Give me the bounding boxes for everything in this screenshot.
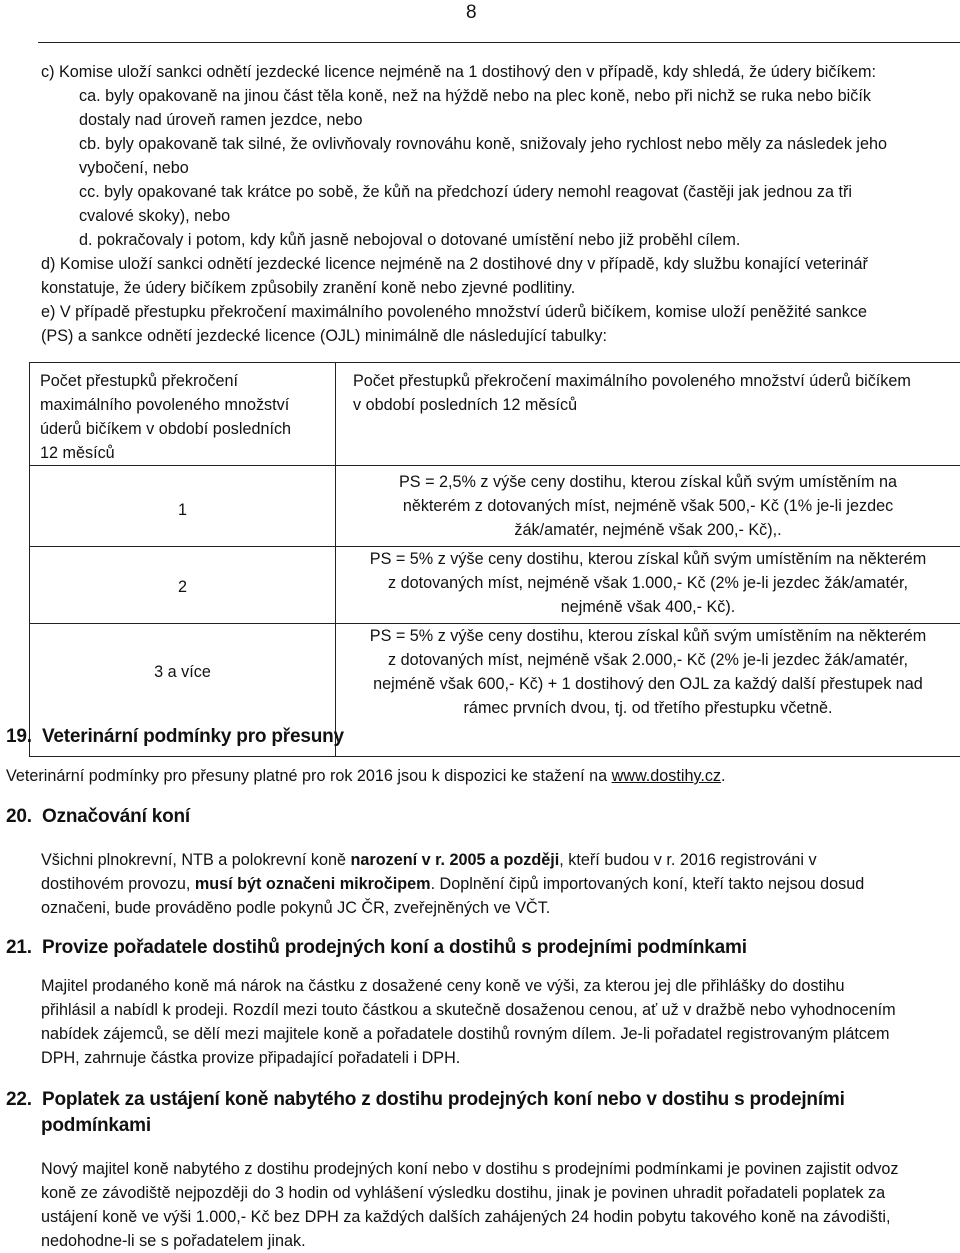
page-number: 8 — [466, 2, 477, 23]
table-header-row — [30, 363, 960, 466]
section-21-line2: přihlásil a nabídl k prodeji. Rozdíl mezi touto částkou a skutečně dosaženou cenou, ať už v dražbě nebo vyhodnocením — [41, 1001, 896, 1019]
section-20-line1: Všichni plnokrevní, NTB a polokrevní koně narození v r. 2005 a později, kteří budou v r. 2016 registrováni v — [41, 851, 817, 869]
section-21-title: Provize pořadatele dostihů prodejných koní a dostihů s prodejními podmínkami — [42, 937, 747, 958]
section-22-line3: ustájení koně ve výši 1.000,- Kč bez DPH za každých dalších zahájených 24 hodin pobytu takového koně na závodišti, — [41, 1208, 891, 1226]
table-count-cell: 3 a více — [30, 624, 336, 757]
section-20-heading — [6, 804, 190, 830]
section-e-line2: (PS) a sankce odnětí jezdecké licence (OJL) minimálně dle následující tabulky: — [41, 327, 607, 345]
section-c-intro: c) Komise uloží sankci odnětí jezdecké licence nejméně na 1 dostihový den v případě, kdy shledá, že údery bičíkem: — [41, 63, 877, 81]
table-penalty-cell: PS = 5% z výše ceny dostihu, kterou získal kůň svým umístěním na některém z dotovaných míst, nejméně však 2.000,- Kč (2% je-li jezdec žák/amatér, nejméně však 600,- Kč) + 1 dostihový den OJL za každý další přestupek nad rámec prvních dvou, tj. od třetího přestupku včetně. — [336, 624, 960, 757]
section-c-item-ca-line2: dostaly nad úroveň ramen jezdce, nebo — [79, 111, 363, 129]
section-c-item-d: d. pokračovaly i potom, kdy kůň jasně nebojoval o dotované umístění nebo již proběhl cílem. — [79, 231, 741, 249]
table-penalty-cell: PS = 2,5% z výše ceny dostihu, kterou získal kůň svým umístěním na některém z dotovaných míst, nejméně však 500,- Kč (1% je-li jezdec žák/amatér, nejméně však 200,- Kč),. — [336, 466, 960, 547]
section-d-line1: d) Komise uloží sankci odnětí jezdecké licence nejméně na 2 dostihové dny v případě, kdy službu konající veterinář — [41, 255, 868, 273]
section-19-number: 19. — [6, 726, 32, 747]
section-19-heading — [6, 724, 344, 750]
section-c-item-cb-line2: vybočení, nebo — [79, 159, 189, 177]
section-c-item-cb-line1: cb. byly opakovaně tak silné, že ovlivňovaly rovnováhu koně, snižovaly jeho rychlost nebo měly za následek jeho — [79, 135, 888, 153]
section-21-number: 21. — [6, 937, 32, 958]
section-21-line3: nabídek zájemců, se dělí mezi majitele koně a pořadatele dostihů rovným dílem. Je-li pořadatel registrovaným plátcem — [41, 1025, 890, 1043]
section-c-item-cc-line1: cc. byly opakované tak krátce po sobě, že kůň na předchozí údery nemohl reagovat (častěji jak jednou za tři — [79, 183, 852, 201]
section-22-title-line1: Poplatek za ustájení koně nabytého z dostihu prodejných koní nebo v dostihu s prodejními — [42, 1089, 845, 1110]
section-22-number: 22. — [6, 1089, 32, 1110]
section-e-line1: e) V případě přestupku překročení maximálního povoleného množství úderů bičíkem, komise uloží peněžité sankce — [41, 303, 867, 321]
section-22-line4: nedohodne-li se s pořadatelem jinak. — [41, 1232, 306, 1250]
section-22-line1: Nový majitel koně nabytého z dostihu prodejných koní nebo v dostihu s prodejními podmínkami je povinen zajistit odvoz — [41, 1160, 899, 1178]
section-22-line2: koně ze závodiště nejpozději do 3 hodin od vyhlášení výsledku dostihu, jinak je povinen uhradit pořadateli poplatek za — [41, 1184, 886, 1202]
section-c-item-cc-line2: cvalové skoky), nebo — [79, 207, 231, 225]
section-19-title: Veterinární podmínky pro přesuny — [42, 726, 344, 747]
section-d-line2: konstatuje, že údery bičíkem způsobily zranění koně nebo zjevné podlitiny. — [41, 279, 576, 297]
section-20-line2: dostihovém provozu, musí být označeni mikročipem. Doplnění čipů importovaných koní, kteří takto nejsou dosud — [41, 875, 865, 893]
table-row — [30, 466, 960, 547]
table-header-left: Počet přestupků překročení maximálního povoleného množství úderů bičíkem v období posledních 12 měsíců — [30, 363, 336, 466]
table-header-right: Počet přestupků překročení maximálního povoleného množství úderů bičíkem v období posledních 12 měsíců — [336, 363, 960, 466]
section-21-heading — [6, 935, 747, 961]
table-count-cell: 1 — [30, 466, 336, 547]
dostihy-link[interactable]: www.dostihy.cz — [611, 767, 722, 785]
section-20-line3: označeni, bude prováděno podle pokynů JC ČR, zveřejněných ve VČT. — [41, 899, 551, 917]
section-22-title-line2: podmínkami — [41, 1115, 151, 1136]
section-20-number: 20. — [6, 806, 32, 827]
table-row — [30, 547, 960, 624]
section-22-heading — [6, 1087, 845, 1113]
table-penalty-cell: PS = 5% z výše ceny dostihu, kterou získal kůň svým umístěním na některém z dotovaných míst, nejméně však 1.000,- Kč (2% je-li jezdec žák/amatér, nejméně však 400,- Kč). — [336, 547, 960, 624]
section-21-line1: Majitel prodaného koně má nárok na částku z dosažené ceny koně ve výši, za kterou jej dle přihlášky do dostihu — [41, 977, 845, 995]
table-count-cell: 2 — [30, 547, 336, 624]
penalty-table — [29, 362, 960, 757]
section-19-text: Veterinární podmínky pro přesuny platné pro rok 2016 jsou k dispozici ke stažení na www.dostihy.cz. — [6, 767, 726, 785]
section-21-line4: DPH, zahrnuje částka provize připadající pořadateli i DPH. — [41, 1049, 461, 1067]
section-c-item-ca-line1: ca. byly opakovaně na jinou část těla koně, než na hýždě nebo na plec koně, nebo při nichž se ruka nebo bičík — [79, 87, 871, 105]
header-rule — [38, 42, 960, 43]
section-20-title: Označování koní — [42, 806, 190, 827]
